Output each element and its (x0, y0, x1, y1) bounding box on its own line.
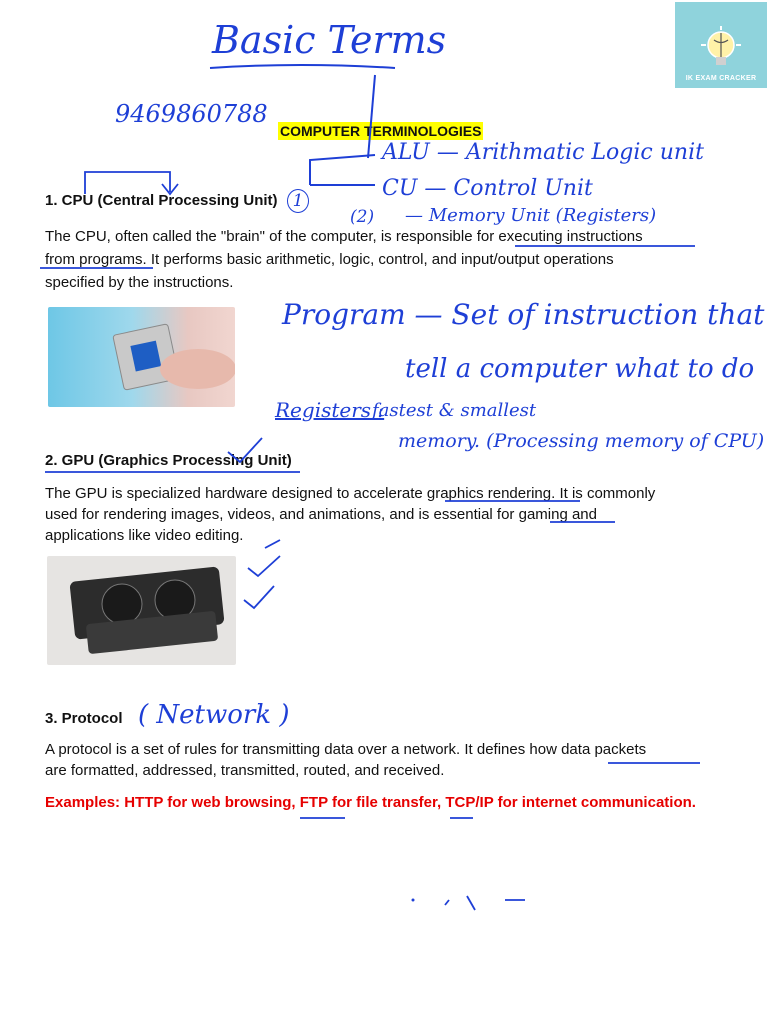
protocol-heading: 3. Protocol (45, 710, 123, 727)
protocol-line-2: are formatted, addressed, transmitted, routed, and received. (45, 762, 445, 779)
annotation-program-2: tell a computer what to do (405, 354, 755, 384)
annotation-cpu-num: 1 (287, 189, 309, 213)
cpu-arrow (80, 164, 190, 198)
annotation-program: Program — Set of instruction that (282, 298, 765, 331)
gpu-marks (40, 432, 310, 482)
gpu-checks (240, 520, 290, 610)
annotation-title: Basic Terms (212, 18, 447, 62)
bulb-logo-icon (696, 25, 746, 75)
gpu-heading: 2. GPU (Graphics Processing Unit) (45, 452, 292, 469)
annotation-phone: 9469860788 (115, 100, 268, 128)
annotation-cu: CU — Control Unit (382, 176, 593, 201)
annotation-registers-2: memory. (Processing memory of CPU) (398, 430, 765, 452)
gpu-line-2: used for rendering images, videos, and animations, and is essential for gaming and (45, 506, 597, 523)
protocol-line-1: A protocol is a set of rules for transmitting data over a network. It defines how data packets (45, 741, 647, 758)
annotation-network: ( Network ) (138, 700, 290, 730)
stray-marks (405, 890, 535, 920)
annotation-memory: — Memory Unit (Registers) (405, 205, 657, 226)
gpu-underlines (40, 496, 680, 556)
logo (675, 2, 767, 88)
check-mark-icon (248, 556, 280, 576)
doc-title: COMPUTER TERMINOLOGIES (280, 123, 482, 139)
cpu-heading: 1. CPU (Central Processing Unit) (45, 192, 278, 209)
protocol-examples: Examples: HTTP for web browsing, FTP for file transfer, TCP/IP for internet communication. (45, 794, 696, 811)
annotation-memory-num: (2) (350, 207, 375, 227)
protocol-underline (600, 755, 710, 775)
cpu-line-3: specified by the instructions. (45, 274, 234, 291)
annotation-registers-1: fastest & smallest (372, 400, 537, 421)
gpu-photo (47, 556, 236, 665)
annotation-registers-label: Registers : (275, 398, 385, 422)
check-mark-icon (228, 438, 262, 462)
logo-text: IK EXAM CRACKER (685, 75, 757, 82)
annotation-alu: ALU — Arithmatic Logic unit (382, 140, 704, 165)
cpu-chip-icon (48, 307, 235, 407)
gpu-line-1: The GPU is specialized hardware designed to accelerate graphics rendering. It is commonly (45, 485, 656, 502)
gpu-line-3: applications like video editing. (45, 527, 244, 544)
cpu-underlines (35, 240, 735, 274)
cpu-line-2: from programs. It performs basic arithmetic, logic, control, and input/output operations (45, 251, 614, 268)
check-mark-icon (244, 586, 274, 608)
cpu-line-1: The CPU, often called the "brain" of the computer, is responsible for executing instructions (45, 228, 643, 245)
cpu-photo (48, 307, 235, 407)
gpu-card-icon (47, 556, 236, 665)
examples-underlines (295, 810, 495, 830)
